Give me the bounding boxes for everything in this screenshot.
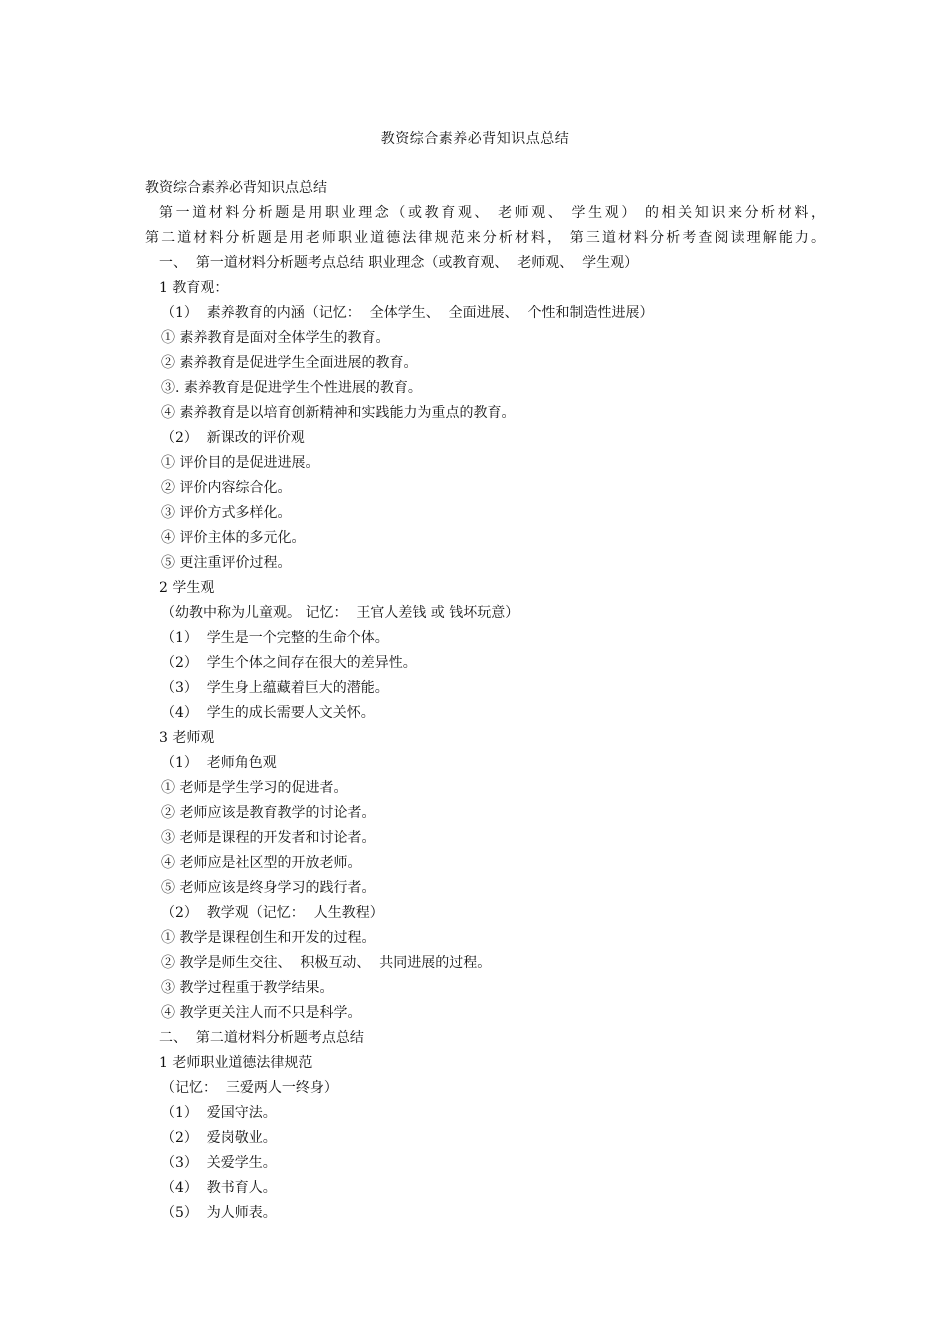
text-line: （1） 素养教育的内涵（记忆： 全体学生、 全面进展、 个性和制造性进展） xyxy=(161,305,654,321)
document-body xyxy=(145,176,825,1226)
text-line: ⑤ 更注重评价过程。 xyxy=(161,555,292,571)
text-line: （2） 新课改的评价观 xyxy=(161,430,305,446)
text-line: 第一道材料分析题是用职业理念（或教育观、 老师观、 学生观） 的相关知识来分析材料， xyxy=(159,205,825,221)
text-line: ① 素养教育是面对全体学生的教育。 xyxy=(161,330,390,346)
text-line: ③ 老师是课程的开发者和讨论者。 xyxy=(161,830,376,846)
text-line: ① 评价目的是促进进展。 xyxy=(161,455,320,471)
text-line: （4） 学生的成长需要人文关怀。 xyxy=(161,705,375,721)
text-line: （记忆： 三爱两人一终身） xyxy=(161,1080,338,1096)
text-line: ① 老师是学生学习的促进者。 xyxy=(161,780,348,796)
text-line: 二、 第二道材料分析题考点总结 xyxy=(159,1030,364,1046)
text-line: ④ 教学更关注人而不只是科学。 xyxy=(161,1005,362,1021)
text-line: ④ 素养教育是以培育创新精神和实践能力为重点的教育。 xyxy=(161,405,516,421)
text-line: （3） 关爱学生。 xyxy=(161,1155,277,1171)
text-line: （1） 老师角色观 xyxy=(161,755,277,771)
text-line: 教资综合素养必背知识点总结 xyxy=(145,180,327,196)
text-line: 1 教育观： xyxy=(159,280,229,296)
text-line: ② 素养教育是促进学生全面进展的教育。 xyxy=(161,355,418,371)
text-line: ① 教学是课程创生和开发的过程。 xyxy=(161,930,376,946)
text-line: （1） 爱国守法。 xyxy=(161,1105,277,1121)
text-line: （1） 学生是一个完整的生命个体。 xyxy=(161,630,389,646)
text-line: ② 老师应该是教育教学的讨论者。 xyxy=(161,805,376,821)
text-line: 2 学生观 xyxy=(159,580,215,596)
text-line: ③ 评价方式多样化。 xyxy=(161,505,292,521)
text-line: （3） 学生身上蕴藏着巨大的潜能。 xyxy=(161,680,389,696)
text-line: （5） 为人师表。 xyxy=(161,1205,277,1221)
text-line: ② 教学是师生交往、 积极互动、 共同进展的过程。 xyxy=(161,955,492,971)
text-line: 1 老师职业道德法律规范 xyxy=(159,1055,313,1071)
text-line: （4） 教书育人。 xyxy=(161,1180,277,1196)
text-line: （2） 爱岗敬业。 xyxy=(161,1130,277,1146)
text-line: 第二道材料分析题是用老师职业道德法律规范来分析材料， 第三道材料分析考查阅读理解能力。 xyxy=(145,230,825,246)
text-line: 一、 第一道材料分析题考点总结 职业理念（或教育观、 老师观、 学生观） xyxy=(159,255,639,271)
text-line: ⑤ 老师应该是终身学习的践行者。 xyxy=(161,880,376,896)
text-line: （幼教中称为儿童观。 记忆： 王官人差钱 或 钱坏玩意） xyxy=(161,605,520,621)
text-line: ④ 评价主体的多元化。 xyxy=(161,530,306,546)
text-line: （2） 学生个体之间存在很大的差异性。 xyxy=(161,655,417,671)
document-title: 教资综合素养必背知识点总结 xyxy=(380,131,570,147)
text-line: ③. 素养教育是促进学生个性进展的教育。 xyxy=(161,380,422,396)
text-line: ③ 教学过程重于教学结果。 xyxy=(161,980,334,996)
text-line: （2） 教学观（记忆： 人生教程） xyxy=(161,905,384,921)
text-line: ② 评价内容综合化。 xyxy=(161,480,292,496)
text-line: 3 老师观 xyxy=(159,730,215,746)
text-line: ④ 老师应是社区型的开放老师。 xyxy=(161,855,362,871)
